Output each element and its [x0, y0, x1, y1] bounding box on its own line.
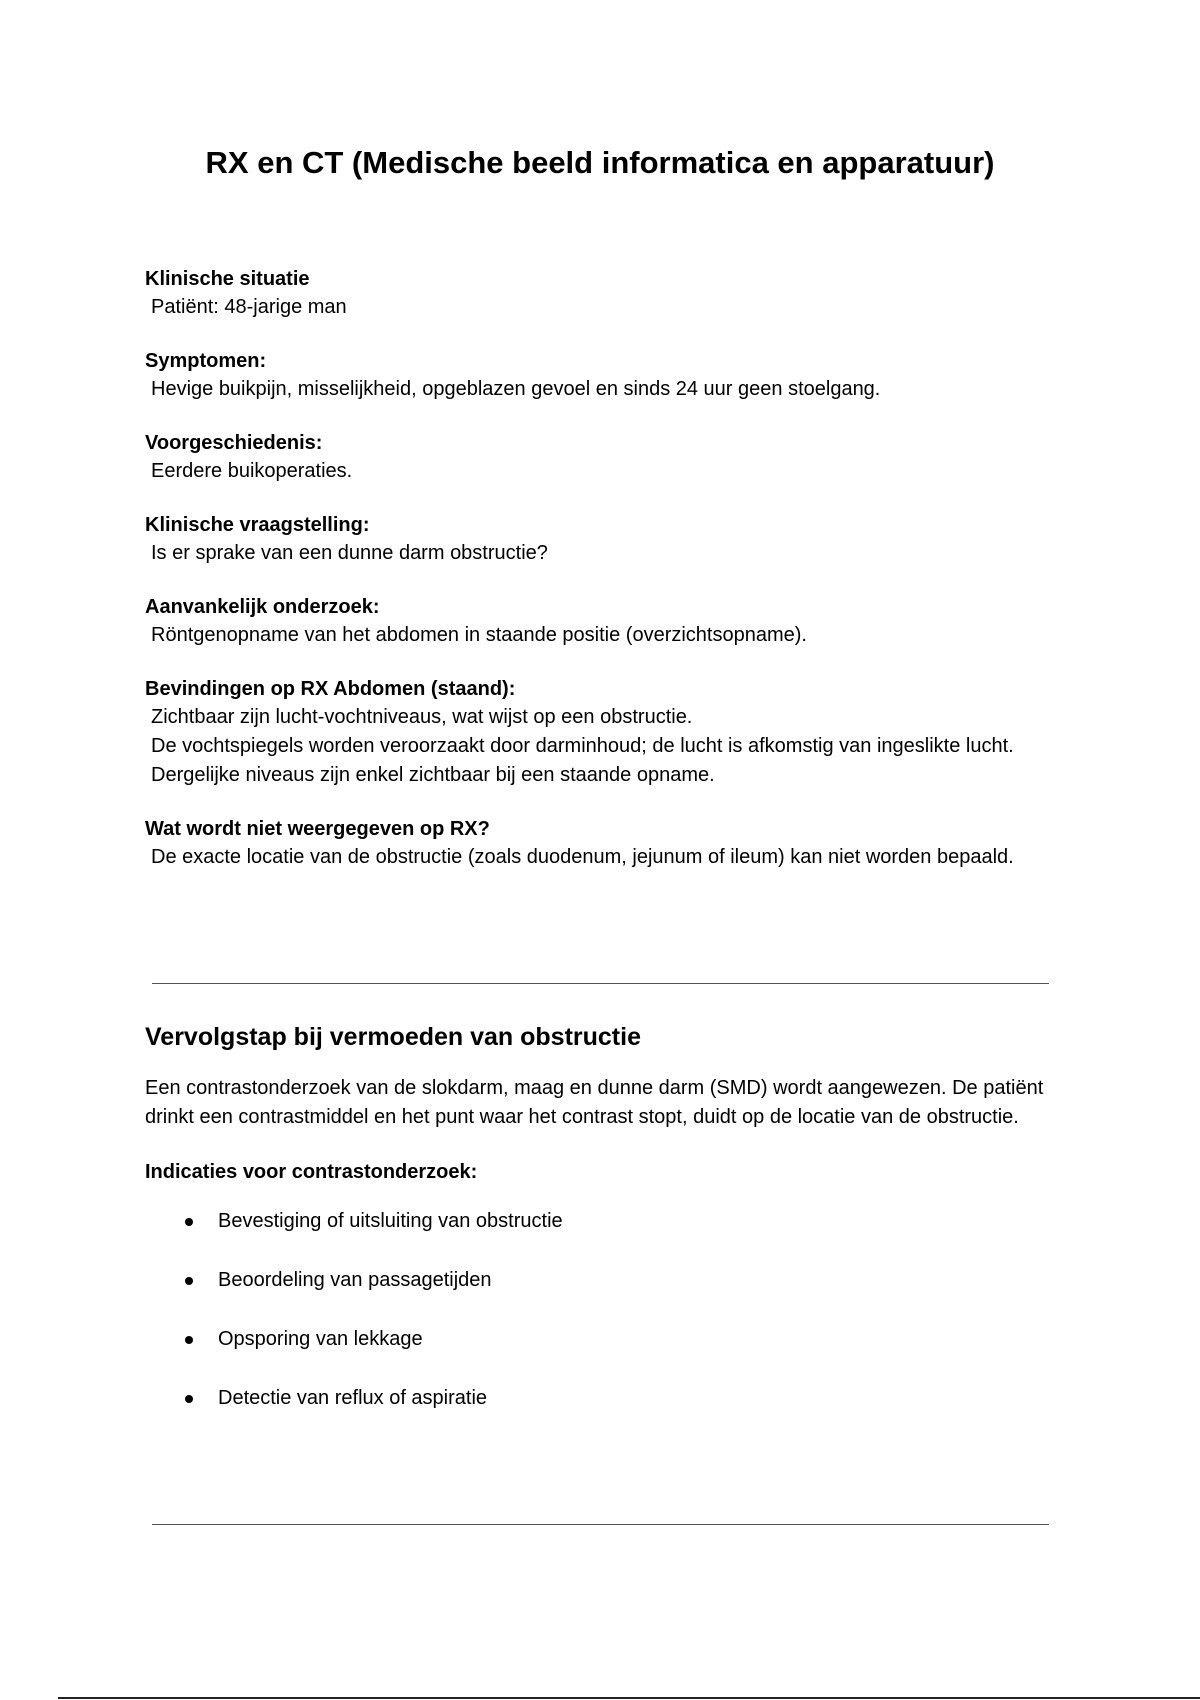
list-item	[145, 1207, 1055, 1236]
symptomen-text: Hevige buikpijn, misselijkheid, opgeblazen gevoel en sinds 24 uur geen stoelgang.	[151, 378, 881, 400]
section-divider	[152, 983, 1049, 984]
document-title: RX en CT (Medische beeld informatica en apparatuur)	[205, 145, 995, 180]
bevindingen-line: Zichtbaar zijn lucht-vochtniveaus, wat wijst op een obstructie.	[151, 706, 693, 728]
voorgeschiedenis-block	[145, 429, 1055, 486]
symptomen-block	[145, 347, 1055, 404]
list-item-text: Detectie van reflux of aspiratie	[218, 1387, 488, 1409]
klinische-situatie-label: Klinische situatie	[145, 268, 310, 290]
list-item-text: Bevestiging of uitsluiting van obstructie	[218, 1210, 563, 1232]
voorgeschiedenis-label: Voorgeschiedenis:	[145, 432, 323, 454]
list-item	[145, 1266, 1055, 1295]
bevindingen-block	[145, 675, 1055, 790]
vraagstelling-label: Klinische vraagstelling:	[145, 514, 370, 536]
niet-weergegeven-label: Wat wordt niet weergegeven op RX?	[145, 818, 490, 840]
klinische-situatie-text: Patiënt: 48-jarige man	[151, 296, 347, 318]
list-item	[145, 1384, 1055, 1413]
indicaties-list	[145, 1207, 1055, 1413]
indicaties-label: Indicaties voor contrastonderzoek:	[145, 1161, 478, 1183]
niet-weergegeven-text: De exacte locatie van de obstructie (zoals duodenum, jejunum of ileum) kan niet worden bepaald.	[151, 846, 1014, 868]
bullet-icon	[185, 1336, 193, 1344]
niet-weergegeven-block	[145, 815, 1055, 872]
bevindingen-label: Bevindingen op RX Abdomen (staand):	[145, 678, 516, 700]
vraagstelling-text: Is er sprake van een dunne darm obstructie?	[151, 542, 548, 564]
list-item	[145, 1325, 1055, 1354]
vervolgstap-heading: Vervolgstap bij vermoeden van obstructie	[145, 1023, 641, 1051]
voorgeschiedenis-text: Eerdere buikoperaties.	[151, 460, 353, 482]
list-item-text: Beoordeling van passagetijden	[218, 1269, 492, 1291]
bevindingen-line: De vochtspiegels worden veroorzaakt door darminhoud; de lucht is afkomstig van ingeslikte lucht.	[151, 735, 1014, 757]
bullet-icon	[185, 1277, 193, 1285]
vervolgstap-section	[145, 1020, 1055, 1443]
list-item-text: Opsporing van lekkage	[218, 1328, 423, 1350]
bullet-icon	[185, 1395, 193, 1403]
onderzoek-block	[145, 593, 1055, 650]
bullet-icon	[185, 1218, 193, 1226]
bevindingen-line: Dergelijke niveaus zijn enkel zichtbaar bij een staande opname.	[151, 764, 715, 786]
onderzoek-text: Röntgenopname van het abdomen in staande positie (overzichtsopname).	[151, 624, 807, 646]
onderzoek-label: Aanvankelijk onderzoek:	[145, 596, 380, 618]
vraagstelling-block	[145, 511, 1055, 568]
vervolgstap-paragraph: Een contrastonderzoek van de slokdarm, maag en dunne darm (SMD) wordt aangewezen. De patiënt drinkt een contrastmiddel en het punt waar het contrast stopt, duidt op de locatie van de obstructie.	[145, 1077, 1044, 1128]
section-divider	[152, 1524, 1049, 1525]
symptomen-label: Symptomen:	[145, 350, 267, 372]
klinische-situatie-block	[145, 265, 1055, 322]
case-section	[145, 265, 1055, 897]
page-bottom-rule	[58, 1697, 1200, 1699]
